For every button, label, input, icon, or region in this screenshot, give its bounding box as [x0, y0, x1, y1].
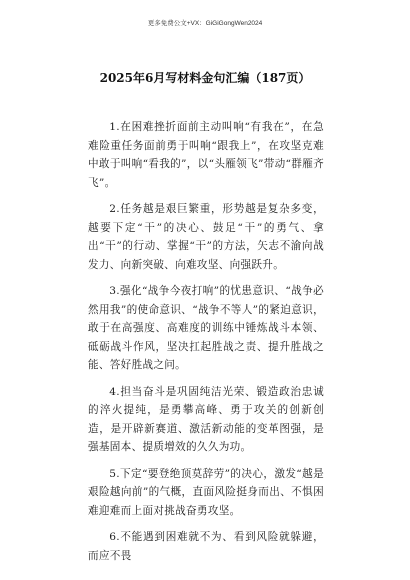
- paragraph-6: 6.不能遇到困难就不为、看到风险就躲避，而应不畏: [88, 531, 324, 562]
- page-header: 更多免费公文+VX：GiGiGongWen2024: [147, 20, 263, 27]
- paragraph-1: 1.在困难挫折面前主动叫响“有我在”，在急难险重任务面前勇于叫响“跟我上”，在攻坚克难中敢于叫响“看我的”，以“头雁领飞”带动“群雁齐飞”。: [88, 121, 324, 189]
- document-title: 2025年6月写材料金句汇编（187页）: [99, 71, 311, 85]
- paragraph-5: 5.下定“要登绝顶莫辞劳”的决心，激发“越是艰险越向前”的气概，直面风险挺身而出、不惧困难迎难而上面对挑战奋勇攻坚。: [88, 467, 324, 517]
- document-body: [88, 118, 324, 573]
- paragraph-4: 4.担当奋斗是巩固纯洁光荣、锻造政治忠诚的淬火提纯，是勇攀高峰、勇于攻关的创新创造，是开辟新赛道、激活新动能的变革图强，是强基固本、提质增效的久久为功。: [88, 385, 324, 453]
- paragraph-2: 2.任务越是艰巨繁重，形势越是复杂多变，越要下定“干”的决心、鼓足“干”的勇气、拿出“干”的行动、掌握“干”的方法，矢志不渝向战发力、向新突破、向难攻坚、向强跃升。: [88, 203, 324, 271]
- paragraph-3: 3.强化“战争今夜打响”的忧患意识、“战争必然用我”的使命意识、“战争不等人”的紧迫意识，敢于在高强度、高难度的训练中锤炼战斗本领、砥砺战斗作风，坚决扛起胜战之责、提升胜战之能、答好胜战之问。: [88, 285, 324, 371]
